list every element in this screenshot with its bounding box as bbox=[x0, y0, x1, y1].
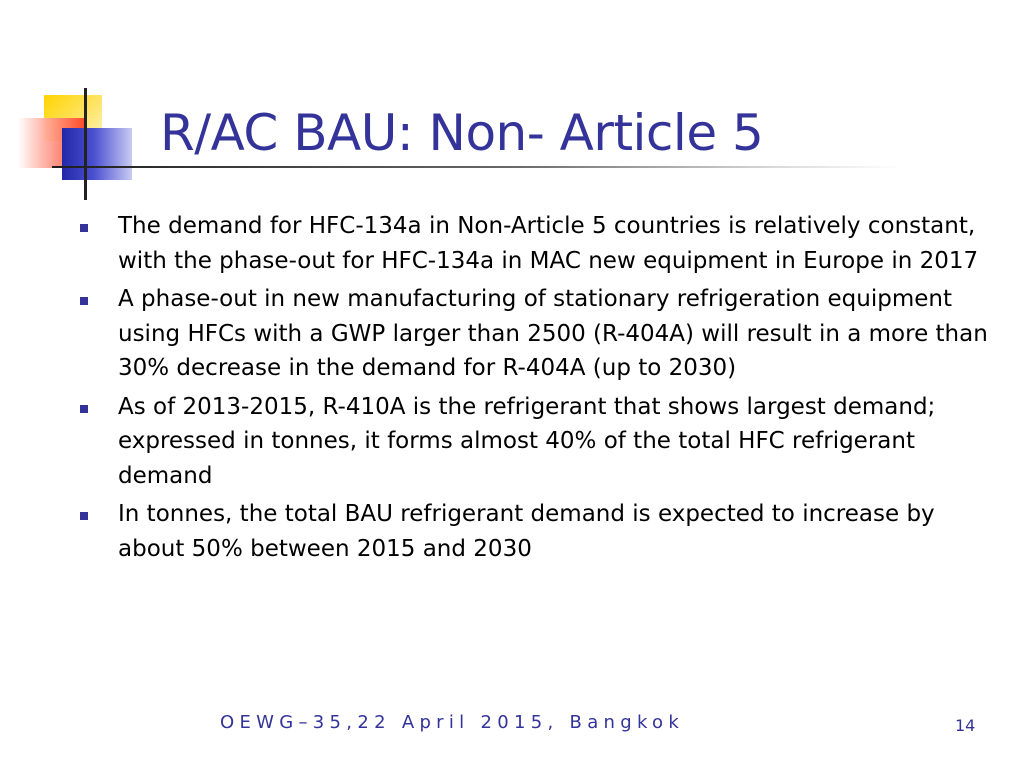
bullet-text: A phase-out in new manufacturing of stationary refrigeration equipment using HFCs with a GWP larger than 2500 (R-404A) will result in a more than 30% decrease in the demand for R-404A (up to 2030) bbox=[118, 286, 988, 381]
bullet-item bbox=[80, 209, 1000, 278]
slide-title: R/AC BAU: Non- Article 5 bbox=[160, 104, 764, 162]
square-bullet-icon bbox=[80, 224, 88, 232]
bullet-text: The demand for HFC-134a in Non-Article 5 countries is relatively constant, with the phase-out for HFC-134a in MAC new equipment in Europe in 2017 bbox=[118, 213, 979, 274]
bullet-item bbox=[80, 390, 1000, 494]
logo-blue-square bbox=[62, 128, 132, 180]
bullet-item bbox=[80, 282, 1000, 386]
square-bullet-icon bbox=[80, 297, 88, 305]
bullet-list bbox=[80, 209, 1000, 570]
footer-text: OEWG–35,22 April 2015, Bangkok bbox=[220, 712, 685, 733]
square-bullet-icon bbox=[80, 405, 88, 413]
page-number: 14 bbox=[955, 716, 976, 735]
bullet-item bbox=[80, 497, 1000, 566]
bullet-text: As of 2013-2015, R-410A is the refrigerant that shows largest demand; expressed in tonnes, it forms almost 40% of the total HFC refrigerant demand bbox=[118, 393, 936, 489]
bullet-text: In tonnes, the total BAU refrigerant demand is expected to increase by about 50% between 2015 and 2030 bbox=[118, 501, 935, 562]
title-underline bbox=[52, 166, 902, 168]
square-bullet-icon bbox=[80, 512, 88, 520]
logo-vertical-line bbox=[84, 88, 87, 200]
